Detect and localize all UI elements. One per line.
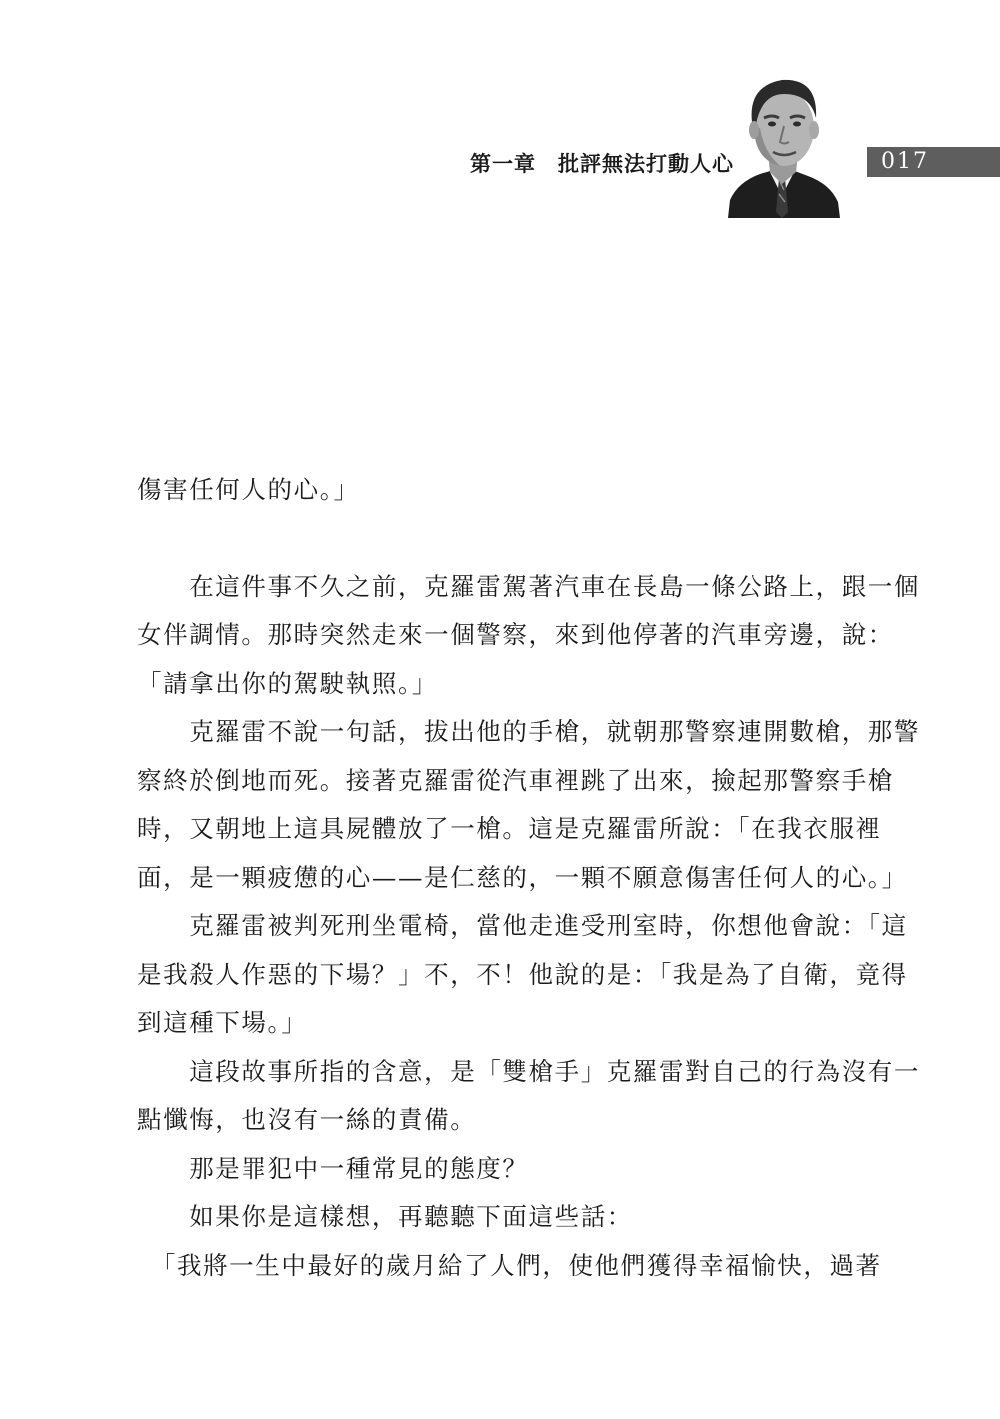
page-number-badge xyxy=(867,147,1000,177)
paragraph xyxy=(137,1048,920,1145)
text-line: 克羅雷被判死刑坐電椅，當他走進受刑室時，你想他會說：「這 xyxy=(137,911,908,940)
paragraph xyxy=(137,708,920,902)
text-line: 克羅雷不說一句話，拔出他的手槍，就朝那警察連開數槍，那警 xyxy=(137,717,920,746)
paragraph xyxy=(137,902,908,1048)
text-line: 時，又朝地上這具屍體放了一槍。這是克羅雷所說：「在我衣服裡 xyxy=(137,814,882,843)
text-line: 面，是一顆疲憊的心——是仁慈的，一顆不願意傷害任何人的心。」 xyxy=(137,862,908,892)
text-line: 「我將一生中最好的歲月給了人們，使他們獲得幸福愉快，過著 xyxy=(137,1250,882,1280)
paragraph xyxy=(137,466,889,515)
author-portrait-icon xyxy=(724,72,842,218)
text-line: 女伴調情。那時突然走來一個警察，來到他停著的汽車旁邊，說： xyxy=(137,620,894,649)
text-line: 是我殺人作惡的下場？」不，不！他說的是：「我是為了自衛，竟得 xyxy=(137,959,908,989)
text-line: 在這件事不久之前，克羅雷駕著汽車在長島一條公路上，跟一個 xyxy=(137,571,920,601)
page-number: 017 xyxy=(881,149,929,174)
paragraph xyxy=(137,563,920,709)
text-line: 「請拿出你的駕駛執照。」 xyxy=(137,668,438,698)
paragraph xyxy=(137,1242,889,1291)
text-line: 這段故事所指的含意，是「雙槍手」克羅雷對自己的行為沒有一 xyxy=(137,1056,920,1086)
text-line: 如果你是這樣想，再聽聽下面這些話： xyxy=(137,1202,633,1231)
body-text xyxy=(137,466,920,1290)
text-line: 到這種下場。」 xyxy=(137,1008,308,1037)
text-line: 傷害任何人的心。」 xyxy=(137,475,360,504)
text-line: 那是罪犯中一種常見的態度？ xyxy=(137,1153,529,1183)
text-line: 點懺悔，也沒有一絲的責備。 xyxy=(137,1105,477,1134)
paragraph xyxy=(137,1193,889,1242)
paragraph xyxy=(137,1145,889,1194)
text-line: 察終於倒地而死。接著克羅雷從汽車裡跳了出來，撿起那警察手槍 xyxy=(137,765,894,795)
chapter-title: 第一章 批評無法打動人心 xyxy=(470,152,734,176)
